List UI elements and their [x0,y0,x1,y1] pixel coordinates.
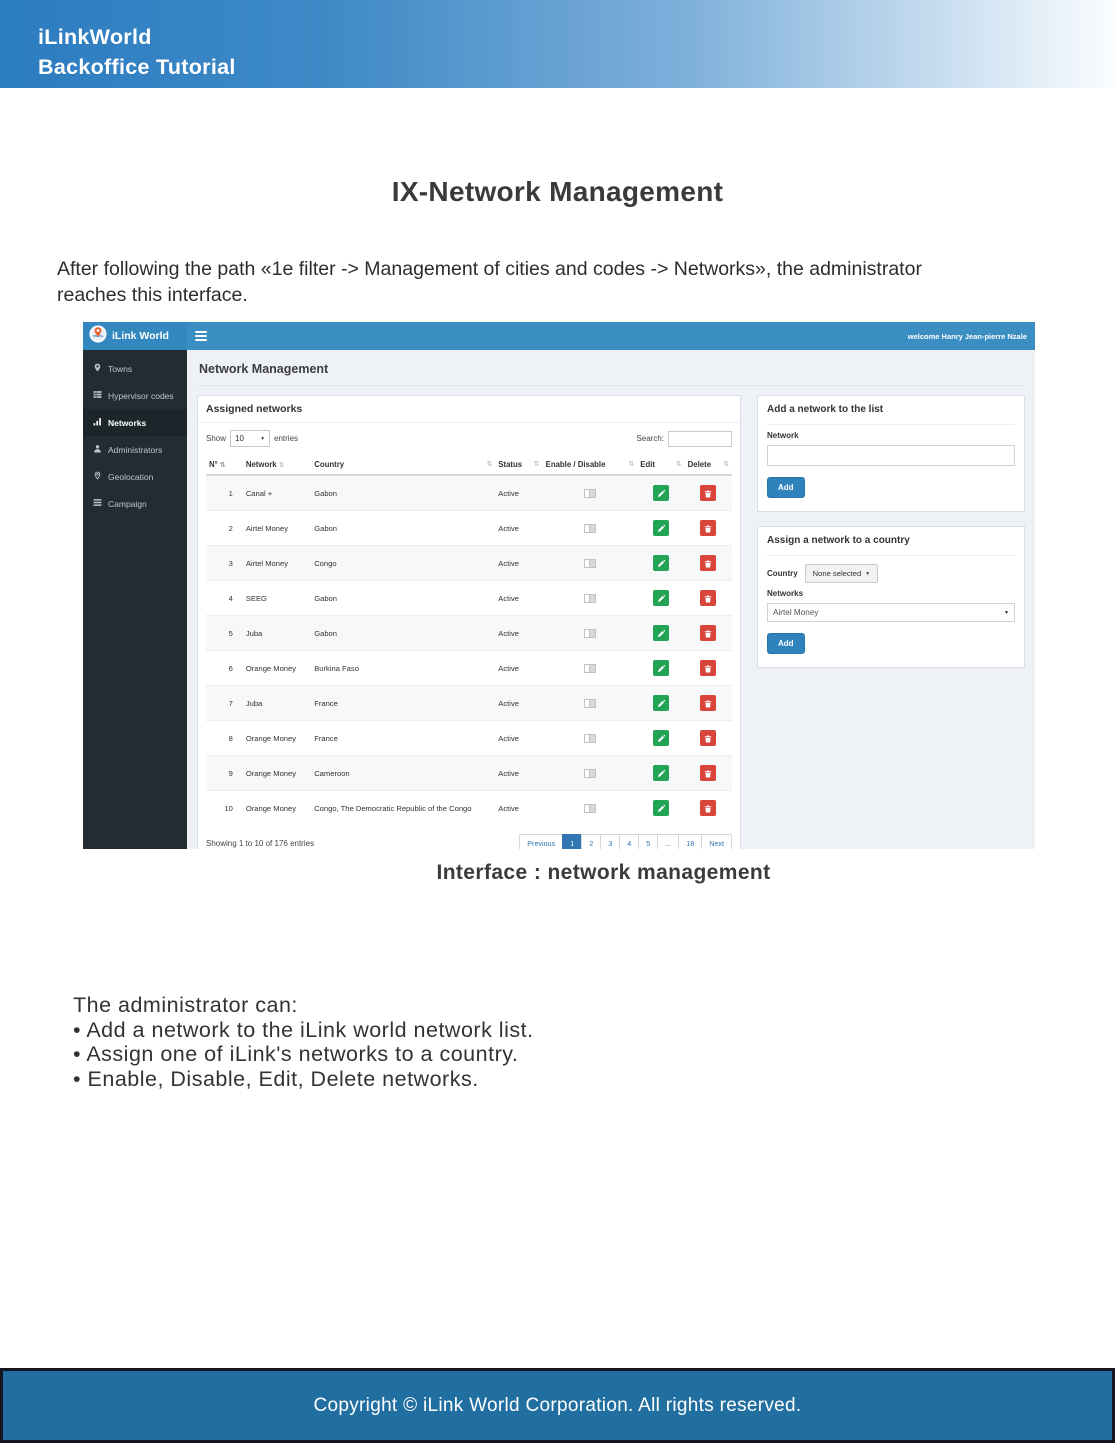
edit-button[interactable] [653,590,669,606]
th-list-icon [93,390,102,401]
hamburger-icon[interactable] [195,331,207,341]
cell-status: Active [495,511,542,546]
trash-icon [704,696,712,711]
trash-icon [704,766,712,781]
sidebar-item-administrators[interactable] [83,436,187,463]
cell-country: France [311,721,495,756]
cell-status: Active [495,756,542,791]
country-dropdown[interactable] [805,564,879,583]
delete-button[interactable] [700,660,716,676]
cell-status: Active [495,475,542,511]
pencil-icon [657,661,665,676]
assign-network-title: Assign a network to a country [767,535,1015,556]
networks-field-label: Networks [767,589,804,598]
cell-country: France [311,686,495,721]
pagination-previous[interactable]: Previous [519,834,563,849]
enable-disable-toggle[interactable] [584,524,596,533]
cell-number: 10 [206,791,243,826]
pencil-icon [657,486,665,501]
cell-number: 3 [206,546,243,581]
signal-bars-icon [93,417,102,428]
app-sidebar [83,350,187,849]
pencil-icon [657,591,665,606]
pencil-icon [657,731,665,746]
sort-icon: ⇅ [278,462,285,469]
trash-icon [704,591,712,606]
cell-number: 7 [206,686,243,721]
table-row [206,475,732,511]
right-column [757,395,1025,668]
network-field-label: Network [767,431,799,440]
document-banner [0,0,1115,88]
location-pin-icon [93,471,102,482]
user-icon [93,444,102,455]
table-row [206,546,732,581]
intro-line-2: reaches this interface. [57,284,248,306]
networks-table [206,455,732,825]
delete-button[interactable] [700,765,716,781]
sort-icon: ⇅ [533,461,540,468]
cell-status: Active [495,616,542,651]
cell-number: 2 [206,511,243,546]
sidebar-item-geolocation[interactable] [83,463,187,490]
pagination-page-2[interactable]: 2 [581,834,601,849]
welcome-user-label[interactable]: welcome Hanry Jean-pierre Nzale [907,331,1027,341]
trash-icon [704,801,712,816]
cell-status: Active [495,546,542,581]
sidebar-item-campaign[interactable] [83,490,187,517]
enable-disable-toggle[interactable] [584,699,596,708]
edit-button[interactable] [653,555,669,571]
network-select-value: Airtel Money [773,608,819,617]
intro-line-1: After following the path «1e filter -> Management of cities and codes -> Networks», the administrator [57,258,922,280]
cell-network: Juba [243,686,311,721]
delete-button[interactable] [700,800,716,816]
pagination-page-1[interactable]: 1 [562,834,582,849]
app-content [187,350,1035,849]
enable-disable-toggle[interactable] [584,804,596,813]
edit-button[interactable] [653,520,669,536]
cell-network: Airtel Money [243,511,311,546]
app-body [83,350,1035,849]
country-dropdown-value: None selected [812,569,862,578]
cell-status: Active [495,651,542,686]
delete-button[interactable] [700,695,716,711]
header-status[interactable]: Status ⇅ [495,455,542,475]
table-body [206,475,732,825]
cell-status: Active [495,791,542,826]
abilities-list [73,993,534,1091]
sidebar-item-hypervisor-codes[interactable] [83,382,187,409]
table-info: Showing 1 to 10 of 176 entries [206,839,315,848]
cell-country: Gabon [311,581,495,616]
app-brand-label: iLink World [112,330,169,342]
sidebar-label: Networks [108,417,147,428]
cell-network: Orange Money [243,756,311,791]
page-title: IX-Network Management [391,176,724,207]
topbar-main [187,322,1035,350]
entries-label: entries [274,434,299,443]
header-delete[interactable]: Delete ⇅ [685,455,732,475]
table-footer [206,834,732,849]
delete-button[interactable] [700,730,716,746]
pagination-page-4[interactable]: 4 [619,834,639,849]
add-network-title: Add a network to the list [767,404,1015,425]
table-row [206,686,732,721]
cell-number: 5 [206,616,243,651]
page-length-value: 10 [235,434,244,443]
intro-paragraph [57,256,1062,308]
banner-subtitle: Backoffice Tutorial [38,54,236,79]
page-length-control [206,430,298,447]
app-page-title: Network Management [197,359,1025,386]
pencil-icon [657,801,665,816]
cell-country: Gabon [311,475,495,511]
header-edit[interactable]: Edit ⇅ [637,455,684,475]
ability-item: • Enable, Disable, Edit, Delete networks. [73,1067,534,1092]
search-label: Search: [636,434,664,443]
cell-network: SEEG [243,581,311,616]
search-input[interactable] [668,431,732,447]
pagination-next[interactable]: Next [701,834,732,849]
pagination [520,834,732,849]
enable-disable-toggle[interactable] [584,769,596,778]
list-icon [93,498,102,509]
cell-country: Cameroon [311,756,495,791]
delete-button[interactable] [700,485,716,501]
enable-disable-toggle[interactable] [584,559,596,568]
network-select[interactable] [767,603,1015,622]
chevron-down-icon: ▼ [260,435,266,442]
trash-icon [704,626,712,641]
enable-disable-toggle[interactable] [584,734,596,743]
search-control [636,431,732,447]
trash-icon [704,731,712,746]
trash-icon [704,556,712,571]
table-row [206,756,732,791]
cell-status: Active [495,721,542,756]
edit-button[interactable] [653,660,669,676]
trash-icon [704,486,712,501]
sort-icon: ⇅ [628,461,635,468]
assign-network-panel [757,526,1025,668]
app-topbar [83,322,1035,350]
sort-icon: ⇅ [675,461,682,468]
sidebar-label: Campaign [108,498,147,509]
table-row [206,581,732,616]
sidebar-label: Geolocation [108,471,154,482]
app-logo[interactable] [83,322,187,350]
delete-button[interactable] [700,590,716,606]
delete-button[interactable] [700,520,716,536]
add-network-button[interactable]: Add [767,477,805,498]
chevron-down-icon: ▼ [865,570,871,577]
show-label: Show [206,434,227,443]
abilities-lead: The administrator can: [73,993,298,1017]
pencil-icon [657,521,665,536]
trash-icon [704,661,712,676]
edit-button[interactable] [653,765,669,781]
pagination-page-3[interactable]: 3 [600,834,620,849]
cell-number: 6 [206,651,243,686]
pencil-icon [657,556,665,571]
cell-number: 1 [206,475,243,511]
pagination-page-5[interactable]: 5 [638,834,658,849]
enable-disable-toggle[interactable] [584,594,596,603]
cell-network: Airtel Money [243,546,311,581]
pencil-icon [657,766,665,781]
cell-number: 9 [206,756,243,791]
table-controls [206,430,732,447]
cell-status: Active [495,686,542,721]
edit-button[interactable] [653,695,669,711]
ability-item: • Add a network to the iLink world network list. [73,1018,534,1043]
table-row [206,651,732,686]
table-row [206,791,732,826]
edit-button[interactable] [653,800,669,816]
globe-pin-logo-icon [89,325,107,348]
table-row [206,721,732,756]
edit-button[interactable] [653,485,669,501]
sort-icon: ⇅ [486,461,493,468]
cell-country: Congo, The Democratic Republic of the Congo [311,791,495,826]
cell-country: Burkina Faso [311,651,495,686]
banner-app-name: iLinkWorld [38,25,152,49]
network-name-input[interactable] [767,445,1015,466]
assigned-networks-title: Assigned networks [198,396,740,423]
pencil-icon [657,626,665,641]
cell-network: Orange Money [243,651,311,686]
header-number[interactable]: N° ⇅ [206,455,243,475]
header-country[interactable]: Country ⇅ [311,455,495,475]
cell-network: Canal + [243,475,311,511]
map-marker-icon [93,363,102,374]
cell-country: Gabon [311,616,495,651]
edit-button[interactable] [653,625,669,641]
page-length-select[interactable] [230,430,270,447]
cell-status: Active [495,581,542,616]
sidebar-label: Administrators [108,444,163,455]
figure-caption: Interface : network management [436,861,771,884]
cell-country: Congo [311,546,495,581]
table-row [206,511,732,546]
pencil-icon [657,696,665,711]
edit-button[interactable] [653,730,669,746]
sort-icon: ⇅ [723,461,729,468]
sidebar-item-towns[interactable] [83,355,187,382]
sidebar-label: Hypervisor codes [108,390,174,401]
header-enable-disable[interactable]: Enable / Disable ⇅ [543,455,638,475]
add-network-panel [757,395,1025,512]
pagination-ellipsis: ... [657,834,679,849]
cell-network: Orange Money [243,721,311,756]
sidebar-item-networks[interactable] [83,409,187,436]
table-row [206,616,732,651]
cell-network: Juba [243,616,311,651]
enable-disable-toggle[interactable] [584,629,596,638]
assigned-networks-panel [197,395,741,849]
chevron-down-icon: ▼ [1004,609,1009,616]
sort-icon: ⇅ [219,462,226,469]
delete-button[interactable] [700,625,716,641]
app-screenshot [83,322,1035,849]
cell-number: 4 [206,581,243,616]
header-network[interactable]: Network ⇅ [243,455,311,475]
delete-button[interactable] [700,555,716,571]
cell-country: Gabon [311,511,495,546]
ability-item: • Assign one of iLink's networks to a country. [73,1042,534,1067]
enable-disable-toggle[interactable] [584,664,596,673]
copyright-text: Copyright © iLink World Corporation. All rights reserved. [313,1394,802,1416]
pagination-page-18[interactable]: 18 [678,834,702,849]
document-footer [0,1368,1115,1443]
country-label: Country [767,569,798,578]
cell-network: Orange Money [243,791,311,826]
trash-icon [704,521,712,536]
assign-network-add-button[interactable]: Add [767,633,805,654]
enable-disable-toggle[interactable] [584,489,596,498]
sidebar-label: Towns [108,363,133,374]
table-header-row [206,455,732,475]
cell-number: 8 [206,721,243,756]
